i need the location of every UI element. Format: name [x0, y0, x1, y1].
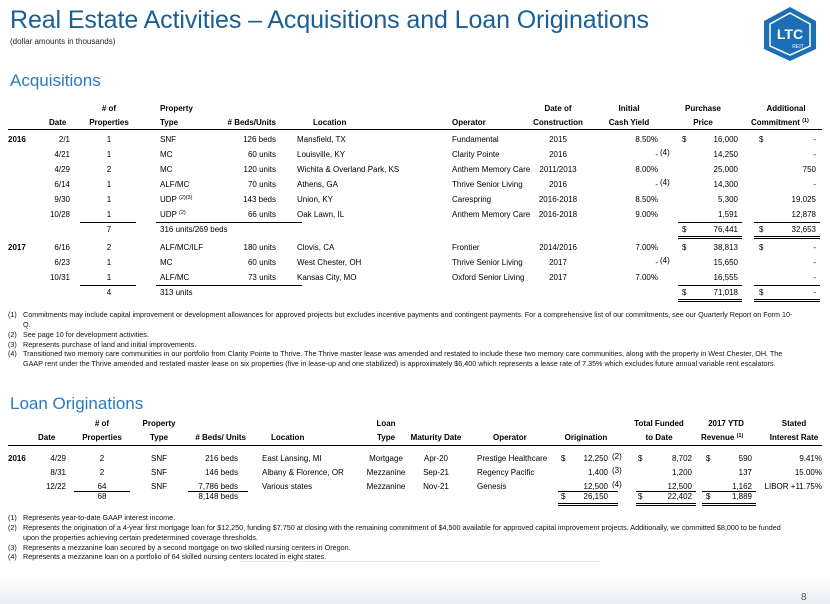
acq-purchase-price: 14,250: [713, 150, 738, 159]
loan-h-pt2: Type: [149, 433, 169, 442]
loan-fn-4: (4) Represents a mezzanine loan on a portfolio of 64 skilled nursing centers located in eight states.: [8, 552, 327, 561]
acq-cash-yield: 7.00%: [635, 243, 658, 252]
loan-interest-rate: 15.00%: [794, 468, 822, 477]
acq-beds-units: 180 units: [243, 243, 276, 252]
acq-footnotes: [8, 310, 822, 400]
acq-fn-2: (2) See page 10 for development activities.: [8, 330, 149, 339]
acq-h-date: Date: [49, 118, 67, 127]
acq-price-dollar: $: [682, 243, 687, 252]
loan-maturity: Apr-20: [423, 454, 448, 463]
acq-h-ac2: Commitment $^{(1)}$: [751, 118, 809, 127]
acq-total-underline-commit: [754, 236, 820, 237]
acq-properties: 1: [106, 150, 112, 159]
acq-operator: Thrive Senior Living: [452, 180, 523, 189]
loan-beds: 7,786 beds: [198, 482, 238, 491]
acquisitions-heading: Acquisitions: [10, 71, 101, 90]
loan-h-rate1: Stated: [781, 419, 807, 428]
acq-location: West Chester, OH: [297, 258, 362, 267]
acq-total-price-dollar: $: [682, 225, 687, 234]
acq-purchase-price: 1,591: [717, 210, 738, 219]
acq-commitment: -: [813, 150, 816, 159]
acq-h-dc2: Construction: [533, 118, 583, 127]
acq-location: Oak Lawn, IL: [297, 210, 345, 219]
acq-operator: Clarity Pointe: [452, 150, 500, 159]
acq-h-beds: # Beds/Units: [227, 118, 276, 127]
acq-operator: Oxford Senior Living: [452, 273, 525, 282]
loan-type: Mortgage: [369, 454, 403, 463]
acq-h-location: Location: [313, 118, 347, 127]
acq-construction: 2016-2018: [538, 210, 578, 219]
loan-total-double-funded: [636, 505, 696, 506]
acq-header-rule: [8, 129, 822, 130]
acq-properties: 2: [106, 243, 112, 252]
acq-commit-dollar: $: [759, 135, 764, 144]
acq-beds-units: 73 units: [247, 273, 276, 282]
loan-revenue: 137: [738, 468, 752, 477]
acq-commitment: -: [813, 180, 816, 189]
loan-property-type: SNF: [151, 468, 167, 477]
acq-construction: 2015: [549, 135, 567, 144]
acq-commitment: 19,025: [791, 195, 816, 204]
acq-date: 10/28: [49, 210, 70, 219]
loan-operator: Genesis: [477, 482, 507, 491]
loan-h-lt1: Loan: [376, 419, 396, 428]
acq-fn-3: (3) Represents purchase of land and initial improvements.: [8, 339, 197, 349]
loan-origination: 12,500: [583, 482, 608, 491]
loan-header-rule: [8, 445, 822, 446]
acq-construction: 2011/2013: [539, 165, 577, 174]
acq-operator: Fundamental: [452, 135, 499, 144]
acq-total-commitment: -: [813, 288, 816, 297]
logo-sub: REIT: [792, 44, 804, 50]
loan-properties: 2: [99, 454, 105, 463]
loan-total-orig-dollar: $: [561, 492, 566, 501]
loan-total-revenue: 1,889: [731, 492, 752, 501]
acq-location: Wichita & Overland Park, KS: [297, 165, 400, 174]
loan-total-funded-dollar: $: [638, 492, 643, 501]
acq-properties: 1: [106, 258, 112, 267]
loan-h-num2: Properties: [82, 433, 122, 442]
loan-beds: 216 beds: [205, 454, 238, 463]
acq-total-rule-props: [80, 285, 136, 286]
acq-operator: Carespring: [452, 195, 492, 204]
acq-price-dollar: $: [682, 135, 687, 144]
acq-construction: 2016: [549, 180, 567, 189]
acq-cash-yield: -: [655, 180, 658, 189]
acq-total-price: 71,018: [713, 288, 738, 297]
acq-total-rule-commit: [754, 222, 820, 223]
loan-interest-rate: LIBOR +11.75%: [764, 482, 822, 491]
loan-maturity: Nov-21: [423, 482, 449, 491]
logo-text: LTC: [776, 26, 804, 42]
loan-revenue: 590: [738, 454, 752, 463]
acq-total-properties: 4: [106, 288, 112, 297]
acq-operator: Thrive Senior Living: [452, 258, 523, 267]
watermark-pattern: [240, 555, 600, 569]
acq-total-rule-props: [80, 222, 136, 223]
acq-h-ac1: Additional: [766, 104, 806, 113]
loan-h-lt2: Type: [376, 433, 396, 442]
loan-date: 8/31: [50, 468, 66, 477]
acq-beds-units: 60 units: [247, 258, 276, 267]
acq-h-pp2: Price: [693, 118, 713, 127]
loan-total-underline-funded: [636, 503, 696, 504]
loan-total-origination: 26,150: [583, 492, 608, 501]
acq-construction: 2016-2018: [538, 195, 578, 204]
acq-total-underline-commit: [754, 299, 820, 300]
loan-h-operator: Operator: [493, 433, 527, 442]
acq-operator: Anthem Memory Care: [452, 210, 531, 219]
acq-date: 2/1: [58, 135, 70, 144]
acq-total-commit-dollar: $: [759, 288, 764, 297]
acq-property-type: ALF/MC/ILF: [160, 243, 204, 252]
loan-date: 12/22: [45, 482, 66, 491]
loan-total-revenue-dollar: $: [706, 492, 711, 501]
acq-commitment: -: [813, 273, 816, 282]
ltc-logo: [756, 5, 824, 61]
loan-funded-dollar: $: [638, 454, 643, 463]
acq-date: 10/31: [49, 273, 70, 282]
acq-total-commit-dollar: $: [759, 225, 764, 234]
loan-total-underline-orig: [558, 503, 618, 504]
acq-properties: 1: [106, 180, 112, 189]
acq-cash-yield: 8.50%: [635, 195, 658, 204]
acq-date: 9/30: [54, 195, 70, 204]
acq-purchase-price: 25,000: [713, 165, 738, 174]
loan-fn-2: (2) Represents the origination of a 4-year first mortgage loan for $12,250, funding $7,750 at closing with the remaining commitment of $4,500 available for approved capital improvement projects. Additionally, we committed $8,000 to be funded upon the properties achieving certain predetermined coverage thresholds.: [8, 523, 781, 542]
acq-construction: 2014/2016: [539, 243, 577, 252]
acq-property-type: UDP $^{(2)(3)}$: [160, 195, 193, 204]
loan-orig-note: (3): [612, 466, 622, 475]
acq-total-rule-beds: [156, 285, 302, 286]
acq-purchase-price: 38,813: [713, 243, 738, 252]
acq-location: Clovis, CA: [297, 243, 335, 252]
acq-cash-yield: -: [655, 150, 658, 159]
loan-orig-dollar: $: [561, 454, 566, 463]
loan-total-funded: 12,500: [667, 482, 692, 491]
acq-commitment: 750: [802, 165, 816, 174]
loan-total-funded: 22,402: [667, 492, 692, 501]
loan-total-beds: 8,148 beds: [198, 492, 238, 501]
acq-total-double-commit: [754, 301, 820, 302]
acq-h-ptype2: Type: [160, 118, 179, 127]
loan-total-funded: 1,200: [671, 468, 692, 477]
acq-fn-4: (4) Transitioned two memory care communities in our portfolio from Clarity Pointe to Thrive. The Thrive master lease was amended and restated to include these two memory care communities, along with the property in West Chester, OH. The GAAP rent under the Thrive amended and restated master lease on six properties (five in lease-up and one stabilized) is approximately $6,400 which represents a lease rate of 7.35% which excludes future annual variable rent escalators.: [8, 349, 783, 368]
acq-properties: 1: [106, 273, 112, 282]
acq-beds-units: 66 units: [247, 210, 276, 219]
page-subtitle: (dollar amounts in thousands): [10, 37, 116, 46]
acq-date: 6/23: [54, 258, 70, 267]
acq-purchase-price: 14,300: [713, 180, 738, 189]
acq-h-ptype1: Property: [160, 104, 193, 113]
acq-location: Mansfield, TX: [297, 135, 346, 144]
acq-operator: Anthem Memory Care: [452, 165, 531, 174]
acq-construction: 2017: [549, 273, 567, 282]
acq-h-pp1: Purchase: [684, 104, 722, 113]
acq-property-type: UDP $^{(2)}$: [160, 210, 186, 219]
loan-h-location: Location: [271, 433, 305, 442]
acq-total-beds: 316 units/269 beds: [160, 225, 228, 234]
acq-date: 4/29: [54, 165, 70, 174]
acq-date: 4/21: [54, 150, 70, 159]
acq-h-operator: Operator: [452, 118, 486, 127]
acq-total-price-dollar: $: [682, 288, 687, 297]
acq-beds-units: 120 units: [243, 165, 276, 174]
acq-h-num1: # of: [101, 104, 117, 113]
acq-location: Louisville, KY: [297, 150, 346, 159]
loan-fn-1: (1) Represents year-to-date GAAP interest income.: [8, 513, 176, 522]
loan-properties: 2: [99, 468, 105, 477]
loan-year: 2016: [8, 454, 26, 463]
acq-cash-yield: 8.50%: [635, 135, 658, 144]
acq-property-type: SNF: [160, 135, 176, 144]
acq-purchase-price: 5,300: [717, 195, 738, 204]
acq-construction: 2017: [549, 258, 567, 267]
loan-total-properties: 68: [97, 492, 107, 501]
acq-properties: 2: [106, 165, 112, 174]
loan-total-funded: 8,702: [671, 454, 692, 463]
loan-interest-rate: 9.41%: [799, 454, 822, 463]
acq-purchase-price: 16,555: [713, 273, 738, 282]
loan-beds: 146 beds: [205, 468, 238, 477]
loan-fn-3: (3) Represents a mezzanine loan secured by a second mortgage on two skilled nursing centers in Oregon.: [8, 542, 351, 552]
acq-h-dc1: Date of: [544, 104, 572, 113]
loan-h-ytd2: Revenue $^{(1)}$: [701, 433, 744, 442]
loan-maturity: Sep-21: [423, 468, 449, 477]
acq-commitment: -: [813, 243, 816, 252]
acq-location: Athens, GA: [297, 180, 338, 189]
acq-h-num2: Properties: [89, 118, 129, 127]
acq-h-iy2: Cash Yield: [608, 118, 650, 127]
loan-h-ytd1: 2017 YTD: [708, 419, 744, 428]
loan-location: Various states: [262, 482, 313, 491]
acq-properties: 1: [106, 210, 112, 219]
loan-revenue-dollar: $: [706, 454, 711, 463]
acq-beds-units: 70 units: [247, 180, 276, 189]
page-number: 8: [801, 592, 807, 603]
acq-total-rule-price: [678, 285, 742, 286]
footer-band: [0, 574, 830, 604]
loan-type: Mezzanine: [366, 468, 406, 477]
acq-construction: 2016: [549, 150, 567, 159]
acq-total-rule-beds: [156, 222, 302, 223]
loan-properties: 64: [97, 482, 107, 491]
loan-h-date: Date: [38, 433, 56, 442]
acq-total-double-price: [678, 238, 742, 239]
loan-revenue: 1,162: [731, 482, 752, 491]
acq-location: Kansas City, MO: [297, 273, 357, 282]
loan-orig-note: (4): [612, 480, 622, 489]
loan-h-maturity: Maturity Date: [410, 433, 462, 442]
loan-originations-heading: Loan Originations: [10, 394, 144, 413]
loan-orig-note: (2): [612, 452, 622, 461]
acq-location: Union, KY: [297, 195, 334, 204]
acq-property-type: ALF/MC: [160, 180, 190, 189]
acq-beds-units: 143 beds: [243, 195, 276, 204]
acq-year: 2016: [8, 135, 26, 144]
acq-properties: 1: [106, 195, 112, 204]
loan-h-rate2: Interest Rate: [769, 433, 819, 442]
acq-total-underline-price: [678, 299, 742, 300]
acq-operator: Frontier: [452, 243, 480, 252]
acq-property-type: MC: [160, 150, 173, 159]
loan-h-num1: # of: [94, 419, 110, 428]
acq-commitment: -: [813, 135, 816, 144]
acq-property-type: ALF/MC: [160, 273, 190, 282]
acq-total-double-commit: [754, 238, 820, 239]
loan-operator: Prestige Healthcare: [477, 454, 548, 463]
acq-total-underline-price: [678, 236, 742, 237]
acq-total-rule-commit: [754, 285, 820, 286]
loan-h-tf2: to Date: [645, 433, 673, 442]
loan-location: East Lansing, MI: [262, 454, 322, 463]
acq-date: 6/14: [54, 180, 70, 189]
acq-beds-units: 60 units: [247, 150, 276, 159]
acq-property-type: MC: [160, 258, 173, 267]
loan-origination: 12,250: [583, 454, 608, 463]
acq-commitment: 12,878: [791, 210, 816, 219]
acq-property-type: MC: [160, 165, 173, 174]
loan-h-origination: Origination: [564, 433, 608, 442]
loan-total-underline-revenue: [702, 503, 756, 504]
acq-purchase-price: 15,650: [713, 258, 738, 267]
acq-cash-yield: 9.00%: [635, 210, 658, 219]
acq-cash-yield: -: [655, 258, 658, 267]
loan-total-double-orig: [558, 505, 618, 506]
acq-commit-dollar: $: [759, 243, 764, 252]
acq-year: 2017: [8, 243, 26, 252]
acq-properties: 1: [106, 135, 112, 144]
acq-cash-yield: 7.00%: [635, 273, 658, 282]
loan-total-double-revenue: [702, 505, 756, 506]
acq-yield-note: (4): [660, 178, 670, 187]
loan-h-beds: # Beds/ Units: [195, 433, 246, 442]
acq-total-price: 76,441: [713, 225, 738, 234]
loan-location: Albany & Florence, OR: [262, 468, 344, 477]
acq-purchase-price: 16,000: [713, 135, 738, 144]
acq-total-double-price: [678, 301, 742, 302]
loan-h-pt1: Property: [142, 419, 176, 428]
acq-total-properties: 7: [106, 225, 112, 234]
acq-yield-note: (4): [660, 256, 670, 265]
loan-h-tf1: Total Funded: [634, 419, 684, 428]
acq-commitment: -: [813, 258, 816, 267]
acq-total-rule-price: [678, 222, 742, 223]
acq-total-commitment: 32,653: [791, 225, 816, 234]
loan-origination: 1,400: [587, 468, 608, 477]
loan-type: Mezzanine: [366, 482, 406, 491]
acq-beds-units: 126 beds: [243, 135, 276, 144]
acq-cash-yield: 8.00%: [635, 165, 658, 174]
acq-yield-note: (4): [660, 148, 670, 157]
acq-h-iy1: Initial: [618, 104, 640, 113]
acq-date: 6/16: [54, 243, 70, 252]
loan-property-type: SNF: [151, 454, 167, 463]
loan-property-type: SNF: [151, 482, 167, 491]
page-title: Real Estate Activities – Acquisitions and Loan Originations: [10, 6, 649, 34]
loan-operator: Regency Pacific: [477, 468, 535, 477]
loan-date: 4/29: [50, 454, 66, 463]
acq-fn-1: (1) Commitments may include capital improvement or development allowances for approved projects but excludes incentive payments and contingent payments. For a comprehensive list of our commitments, see our Quarterly Report on Form 10-Q.: [8, 310, 793, 329]
acq-total-beds: 313 units: [160, 288, 193, 297]
